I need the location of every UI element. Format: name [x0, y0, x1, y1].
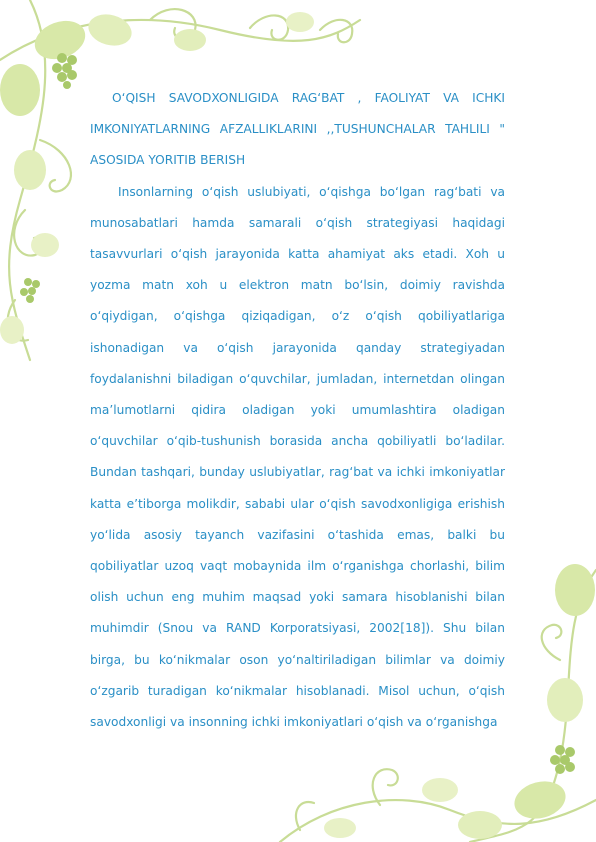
top-left-grapes-icon [20, 53, 77, 303]
document-title: O‘QISH SAVODXONLIGIDA RAG‘BAT , FAOLIYAT VA ICHKI IMKONIYATLARNING AFZALLIKLARINI ,,TUSHUNCHALAR TAHLILI " ASOSIDA YORITIB BERISH [90, 91, 505, 168]
body-paragraph: Insonlarning o‘qish uslubiyati, o‘qishga bo‘lgan rag‘bati va munosabatlari hamda samarali o‘qish strategiyasi haqidagi tasavvurlari o‘qish jarayonida katta ahamiyat aks etadi. Xoh u yozma matn xoh u elektron matn bo‘lsin, doimiy ravishda o‘qiydigan, o‘qishga qiziqadigan, o‘z o‘qish qobiliyatlariga ishonadigan va o‘qish jarayonida qanday strategiyadan foydalanishni biladigan o‘quvchilar, jumladan, internetdan olingan ma’lumotlarni qidira oladigan yoki umumlashtira oladigan o‘quvchilar o‘qib-tushunish borasida ancha qobiliyatli bo‘ladilar. Bundan tashqari, bunday uslubiyatlar, rag‘bat va ichki imkoniyatlar katta e’tiborga molikdir, sababi ular o‘qish savodxonligiga erishish yo‘lida asosiy tayanch vazifasini o‘tashida emas, balki bu qobiliyatlar uzoq vaqt mobaynida ilm o‘rganishga chorlashi, bilim olish uchun eng muhim maqsad yoki samara hisoblanishi bilan muhimdir (Snou va RAND Korporatsiyasi, 2002[18]). Shu bilan birga, bu ko‘nikmalar oson yo‘naltiriladigan bilimlar va doimiy o‘zgarib turadigan ko‘nikmalar hisoblanadi. Misol uchun, o‘qish savodxonligi va insonning ichki imkoniyatlari o‘qish va o‘rganishga [90, 184, 505, 730]
document-content [90, 83, 505, 738]
bottom-right-grapes-icon [550, 745, 575, 774]
